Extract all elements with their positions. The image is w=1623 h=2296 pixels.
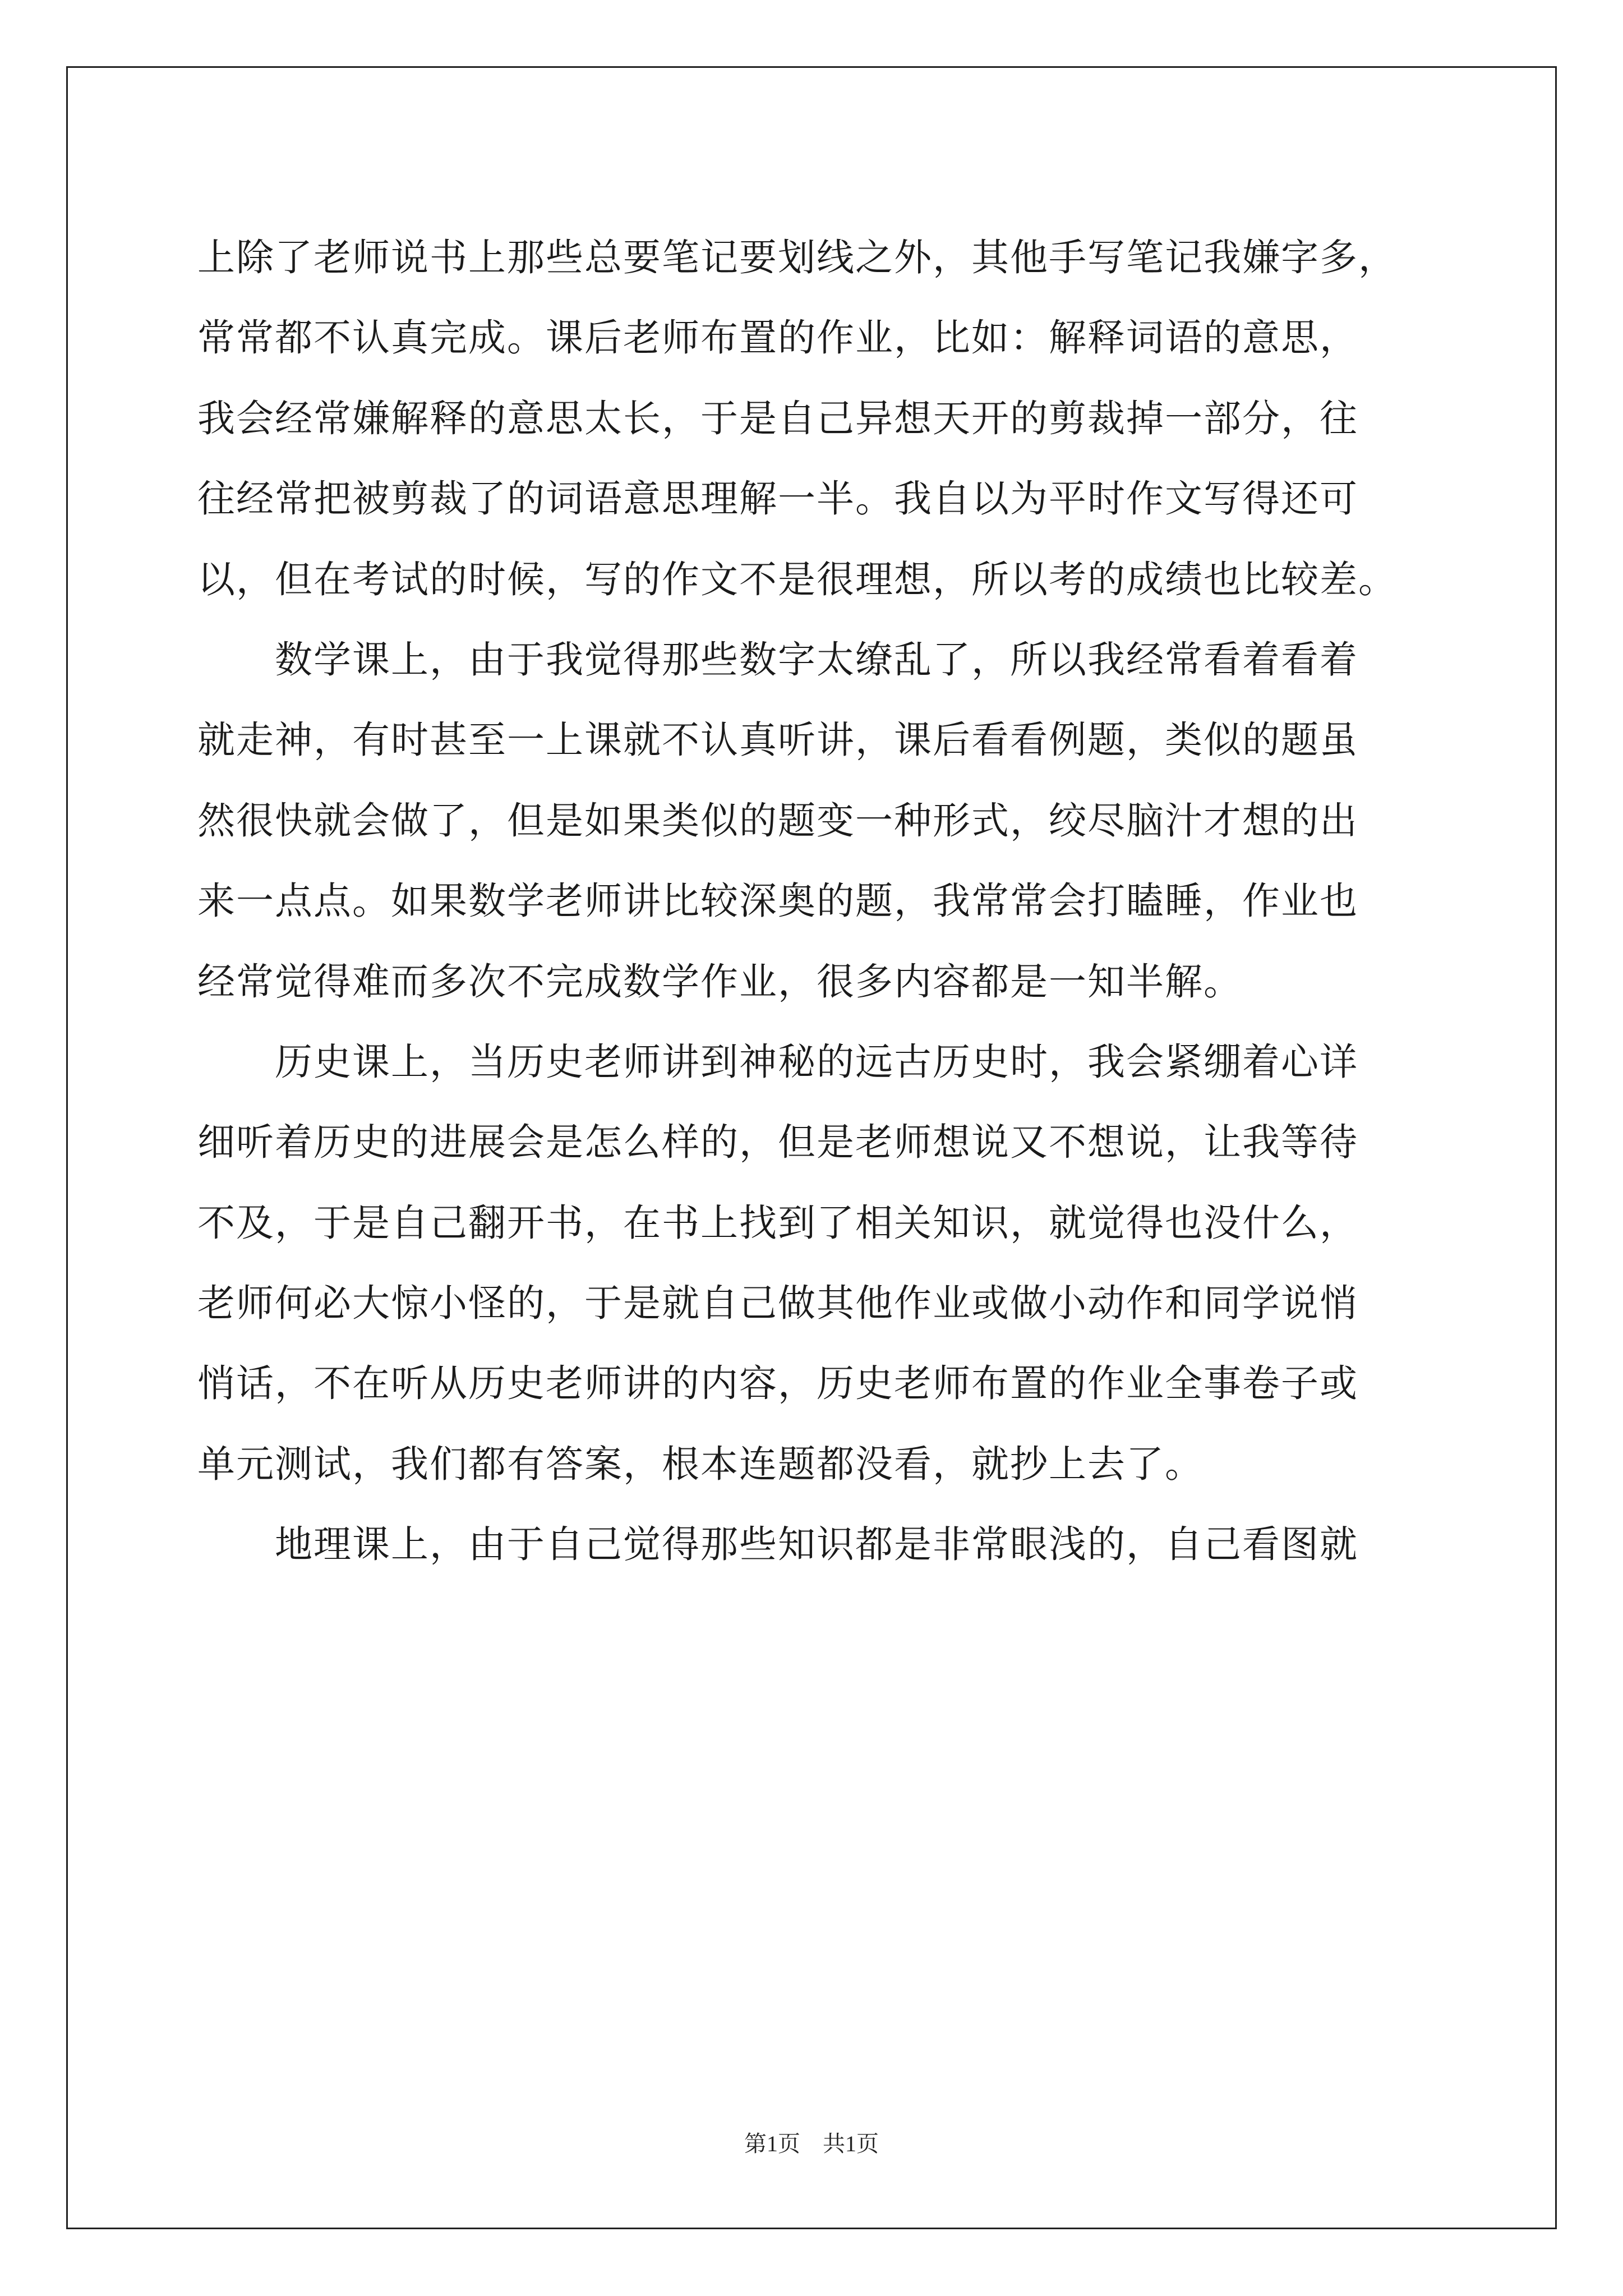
text-line: 然很快就会做了，但是如果类似的题变一种形式，绞尽脑汁才想的出: [197, 798, 1358, 843]
text-line: 常常都不认真完成。课后老师布置的作业，比如：解释词语的意思，: [197, 316, 1358, 360]
text-line: 数学课上，由于我觉得那些数字太缭乱了，所以我经常看着看着: [197, 637, 1358, 682]
text-line: 地理课上，由于自己觉得那些知识都是非常眼浅的，自己看图就: [197, 1522, 1358, 1567]
text-line: 来一点点。如果数学老师讲比较深奥的题，我常常会打瞌睡，作业也: [197, 879, 1358, 923]
document-body: [197, 218, 1437, 1585]
text-line: 上除了老师说书上那些总要笔记要划线之外，其他手写笔记我嫌字多，: [197, 236, 1397, 279]
text-line: 往经常把被剪裁了的词语意思理解一半。我自以为平时作文写得还可: [197, 477, 1358, 521]
text-line: 单元测试，我们都有答案，根本连题都没看，就抄上去了。: [197, 1442, 1204, 1486]
text-line: 不及，于是自己翻开书，在书上找到了相关知识，就觉得也没什么，: [197, 1200, 1358, 1245]
text-line: 我会经常嫌解释的意思太长，于是自己异想天开的剪裁掉一部分，往: [197, 396, 1358, 440]
text-line: 老师何必大惊小怪的，于是就自己做其他作业或做小动作和同学说悄: [197, 1281, 1358, 1326]
text-line: 就走神，有时甚至一上课就不认真听讲，课后看看例题，类似的题虽: [197, 718, 1358, 762]
text-line: 历史课上，当历史老师讲到神秘的远古历史时，我会紧绷着心详: [197, 1039, 1358, 1084]
text-line: 细听着历史的进展会是怎么样的，但是老师想说又不想说，让我等待: [197, 1120, 1358, 1165]
text-line: 以，但在考试的时候，写的作文不是很理想，所以考的成绩也比较差。: [197, 557, 1397, 601]
page-number-footer: 第1页 共1页: [744, 2131, 879, 2156]
text-line: 经常觉得难而多次不完成数学作业，很多内容都是一知半解。: [197, 959, 1242, 1004]
text-line: 悄话，不在听从历史老师讲的内容，历史老师布置的作业全事卷子或: [197, 1361, 1358, 1406]
